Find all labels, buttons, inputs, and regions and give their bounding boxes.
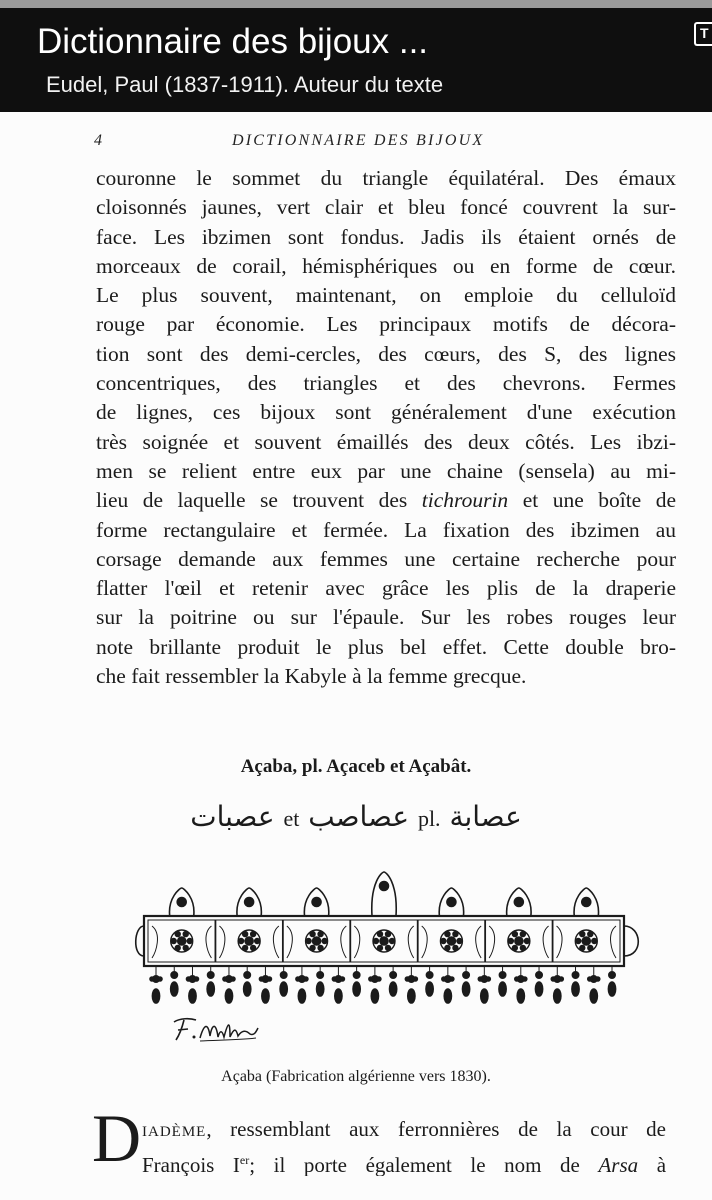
jewel-pendant (444, 989, 451, 1003)
jewel-drop-bead (186, 977, 190, 981)
jewel-pendant (244, 982, 251, 996)
second-paragraph (142, 1114, 666, 1176)
jewel-drop-bead (244, 972, 250, 978)
document-author[interactable]: Eudel, Paul (1837-1911). Auteur du texte (46, 72, 444, 97)
jewel-scroll (206, 926, 211, 958)
text-line: concentriques, des triangles et des chevrons. Fermes (96, 371, 676, 396)
jewel-drop-bead (280, 972, 286, 978)
jewel-stone (251, 932, 256, 937)
jewel-stone (386, 946, 391, 951)
jewel-drop-bead (442, 977, 446, 981)
jewel-stone (445, 946, 450, 951)
jewel-pendant (590, 989, 597, 1003)
jewel-scroll (422, 926, 427, 958)
jewel-stone (390, 939, 395, 944)
jewel-stone (453, 946, 458, 951)
jewel-crest-stone (245, 898, 254, 907)
jewel-pendant (554, 989, 561, 1003)
jewel-scroll (341, 926, 346, 958)
jewel-pendant (390, 982, 397, 996)
jewel-scroll (408, 926, 413, 958)
jewel-pendant (481, 989, 488, 1003)
jewel-stone (175, 932, 180, 937)
text-line: de lignes, ces bijoux sont généralement d'une exécution (96, 400, 676, 425)
jewel-drop-bead (317, 972, 323, 978)
jewel-drop-bead (486, 977, 490, 981)
jewel-drop-bead (499, 972, 505, 978)
jewel-stone (183, 932, 188, 937)
jewel-scroll (219, 926, 224, 958)
arabic-names (0, 800, 712, 833)
jewel-rosette-center (447, 937, 455, 945)
small-caps-word: IADÈME (142, 1124, 207, 1140)
jewel-stone (187, 939, 192, 944)
jewel-stone (508, 939, 513, 944)
jewel-scroll (489, 926, 494, 958)
jewel-drop-bead (340, 977, 344, 981)
conjunction: et (283, 806, 300, 831)
jewel-pendant (517, 989, 524, 1003)
text-line-mixed (142, 1145, 666, 1176)
jewel-rosette-center (178, 937, 186, 945)
text-fragment: ; il porte également le nom de (249, 1153, 580, 1176)
jewel-clasp (136, 926, 144, 956)
jewel-stone (374, 939, 379, 944)
jewel-drop-bead (588, 977, 592, 981)
text-fragment: François I (142, 1153, 240, 1176)
plural-marker: pl. (417, 806, 441, 831)
jewel-stone (322, 939, 327, 944)
jewel-drop-bead (296, 977, 300, 981)
arabic-word: عصبات (190, 800, 275, 833)
jewel-drop-bead (551, 977, 555, 981)
jewel-stone (512, 946, 517, 951)
text-line: tion sont des demi-cercles, des cœurs, des S, des lignes (96, 341, 676, 366)
jewel-drop-bead (572, 972, 578, 978)
jewel-stone (318, 946, 323, 951)
jewel-pendant (189, 989, 196, 1003)
jewel-pendant (462, 982, 469, 996)
jewel-stone (592, 939, 597, 944)
jewel-stone (306, 939, 311, 944)
jewel-scroll (273, 926, 278, 958)
jewel-crest-stone (177, 898, 186, 907)
entry-title: Açaba, pl. Açaceb et Açabât. (240, 756, 472, 777)
jewel-stone (255, 939, 260, 944)
text-line: flatter l'œil et retenir avec grâce les plis de la draperie (96, 576, 676, 601)
jewel-pendant (335, 989, 342, 1003)
jewel-drop-bead (405, 977, 409, 981)
italic-term: tichrourin (421, 488, 509, 513)
jewel-stone (310, 932, 315, 937)
jewel-rosette-center (313, 937, 321, 945)
jewel-stone (243, 932, 248, 937)
text-fragment: , ressemblant aux ferronnières de la cour de (206, 1117, 666, 1141)
text-line: face. Les ibzimen sont fondus. Jadis ils étaient ornés de (96, 224, 676, 249)
engraver-signature (170, 1010, 260, 1044)
jewel-drop-bead (259, 977, 263, 981)
jewel-drop-bead (463, 972, 469, 978)
jewel-pendant (535, 982, 542, 996)
jewel-stone (520, 946, 525, 951)
jewel-stone (171, 939, 176, 944)
jewel-pendant (408, 989, 415, 1003)
jewel-drop-bead (450, 977, 454, 981)
jewel-scroll (287, 926, 292, 958)
jewel-pendant (280, 982, 287, 996)
jewel-drop-bead (596, 977, 600, 981)
jewel-crest-stone (514, 898, 523, 907)
text-line: Le plus souvent, maintenant, on emploie du celluloïd (96, 283, 676, 308)
page-number: 4 (94, 132, 102, 149)
text-line: note brillante produit le plus bel effet. Cette double bro- (96, 634, 676, 659)
figure-caption: Açaba (Fabrication algérienne vers 1830). (221, 1068, 491, 1085)
jewel-pendant (608, 982, 615, 996)
jewel-stone (524, 939, 529, 944)
jewel-stone (445, 932, 450, 937)
jewel-rosette-center (515, 937, 523, 945)
jewel-pendant (371, 989, 378, 1003)
text-line: forme rectangulaire et fermée. La fixation des ibzimen au (96, 517, 676, 542)
jewel-pendant (426, 982, 433, 996)
top-progress-strip (0, 0, 712, 8)
jewel-pendant (499, 982, 506, 996)
running-head (0, 130, 712, 156)
jewel-stone (580, 946, 585, 951)
text-line-mixed (96, 486, 676, 515)
text-line: morceaux de corail, hémisphériques ou en forme de cœur. (96, 253, 676, 278)
jewel-stone (386, 932, 391, 937)
jewel-crest-stone (312, 898, 321, 907)
jewel-pendant (317, 982, 324, 996)
jewel-scroll (476, 926, 481, 958)
jewel-stone (243, 946, 248, 951)
jewel-drop-bead (332, 977, 336, 981)
jewel-drop-bead (377, 977, 381, 981)
jewel-pendant (298, 989, 305, 1003)
jewel-scroll (152, 926, 157, 958)
text-mode-icon[interactable] (694, 22, 712, 46)
jewel-stone (588, 932, 593, 937)
jewel-drop-bead (171, 972, 177, 978)
jewel-scroll (354, 926, 359, 958)
jewel-pendant (353, 982, 360, 996)
jewel-drop-bead (413, 977, 417, 981)
scanned-page (0, 112, 712, 1200)
jewel-crest (372, 872, 396, 916)
jewel-stone (588, 946, 593, 951)
jewel-pendant (572, 982, 579, 996)
jewel-drop-bead (523, 977, 527, 981)
jewel-pendant (152, 989, 159, 1003)
document-title[interactable]: Dictionnaire des bijoux ... (37, 22, 429, 61)
jewel-stone (576, 939, 581, 944)
text-line: cloisonnés jaunes, vert clair et bleu foncé couvrent la sur- (96, 195, 676, 220)
jewel-stone (453, 932, 458, 937)
text-fragment: lieu de laquelle se trouvent des (96, 488, 408, 513)
jewel-stone (457, 939, 462, 944)
jewel-crest-stone (582, 898, 591, 907)
jewel-drop-bead (515, 977, 519, 981)
text-line: rouge par économie. Les principaux motifs de décora- (96, 312, 676, 337)
arabic-word: عصابة (449, 800, 522, 833)
jewel-drop-bead (353, 972, 359, 978)
jewel-pendant (207, 982, 214, 996)
jewel-stone (580, 932, 585, 937)
jewel-stone (441, 939, 446, 944)
arabic-word: عصاصب (308, 800, 410, 833)
jewel-drop-bead (478, 977, 482, 981)
jewel-drop-bead (194, 977, 198, 981)
body-paragraph (96, 164, 676, 691)
jewel-drop-bead (208, 972, 214, 978)
jewel-drop-bead (536, 972, 542, 978)
text-line: couronne le sommet du triangle équilatéral. Des émaux (96, 166, 676, 190)
jewel-scroll (557, 926, 562, 958)
text-line: corsage demande aux femmes une certaine recherche pour (96, 546, 676, 571)
jewel-stone (251, 946, 256, 951)
jewel-pendant (171, 982, 178, 996)
superscript: er (239, 1153, 250, 1167)
drop-cap: D (92, 1100, 142, 1176)
jewel-crest-stone (447, 898, 456, 907)
document-header (0, 0, 712, 112)
jewel-stone (378, 932, 383, 937)
jewel-stone (310, 946, 315, 951)
text-line: men se relient entre eux par une chaine (sensela) au mi- (96, 458, 676, 483)
jewel-rosette-center (245, 937, 253, 945)
jewel-drop-bead (609, 972, 615, 978)
jewel-drop-bead (304, 977, 308, 981)
jewel-stone (175, 946, 180, 951)
jewel-stone (183, 946, 188, 951)
jewel-scroll (611, 926, 616, 958)
jewel-stone (520, 932, 525, 937)
running-head-title: DICTIONNAIRE DES BIJOUX (232, 132, 485, 149)
jewel-drop-bead (223, 977, 227, 981)
jewel-scroll (543, 926, 548, 958)
jewel-drop-bead (390, 972, 396, 978)
text-line: sur la poitrine ou sur l'épaule. Sur les robes rouges leur (96, 605, 676, 630)
jewel-clasp (624, 926, 638, 956)
jewel-stone (378, 946, 383, 951)
text-fragment: à (656, 1153, 666, 1176)
jewel-drop-bead (150, 977, 154, 981)
jewel-stone (239, 939, 244, 944)
jewel-pendant (225, 989, 232, 1003)
jewel-drop-bead (369, 977, 373, 981)
jewel-crest-stone (380, 882, 389, 891)
jewel-drop-bead (267, 977, 271, 981)
jewel-drop-bead (231, 977, 235, 981)
text-line: che fait ressembler la Kabyle à la femme grecque. (96, 664, 527, 689)
text-line: très soignée et souvent émaillés des deux côtés. Les ibzi- (96, 429, 676, 454)
jewel-pendant (262, 989, 269, 1003)
text-fragment: et une boîte de (522, 488, 676, 513)
jewel-rosette-center (582, 937, 590, 945)
text-line-mixed (142, 1114, 666, 1145)
jewel-stone (318, 932, 323, 937)
acaba-jewel-illustration (130, 864, 650, 1014)
jewel-drop-bead (426, 972, 432, 978)
jewel-stone (512, 932, 517, 937)
jewel-rosette-center (380, 937, 388, 945)
jewel-drop-bead (158, 977, 162, 981)
jewel-drop-bead (559, 977, 563, 981)
italic-term: Arsa (598, 1153, 639, 1176)
